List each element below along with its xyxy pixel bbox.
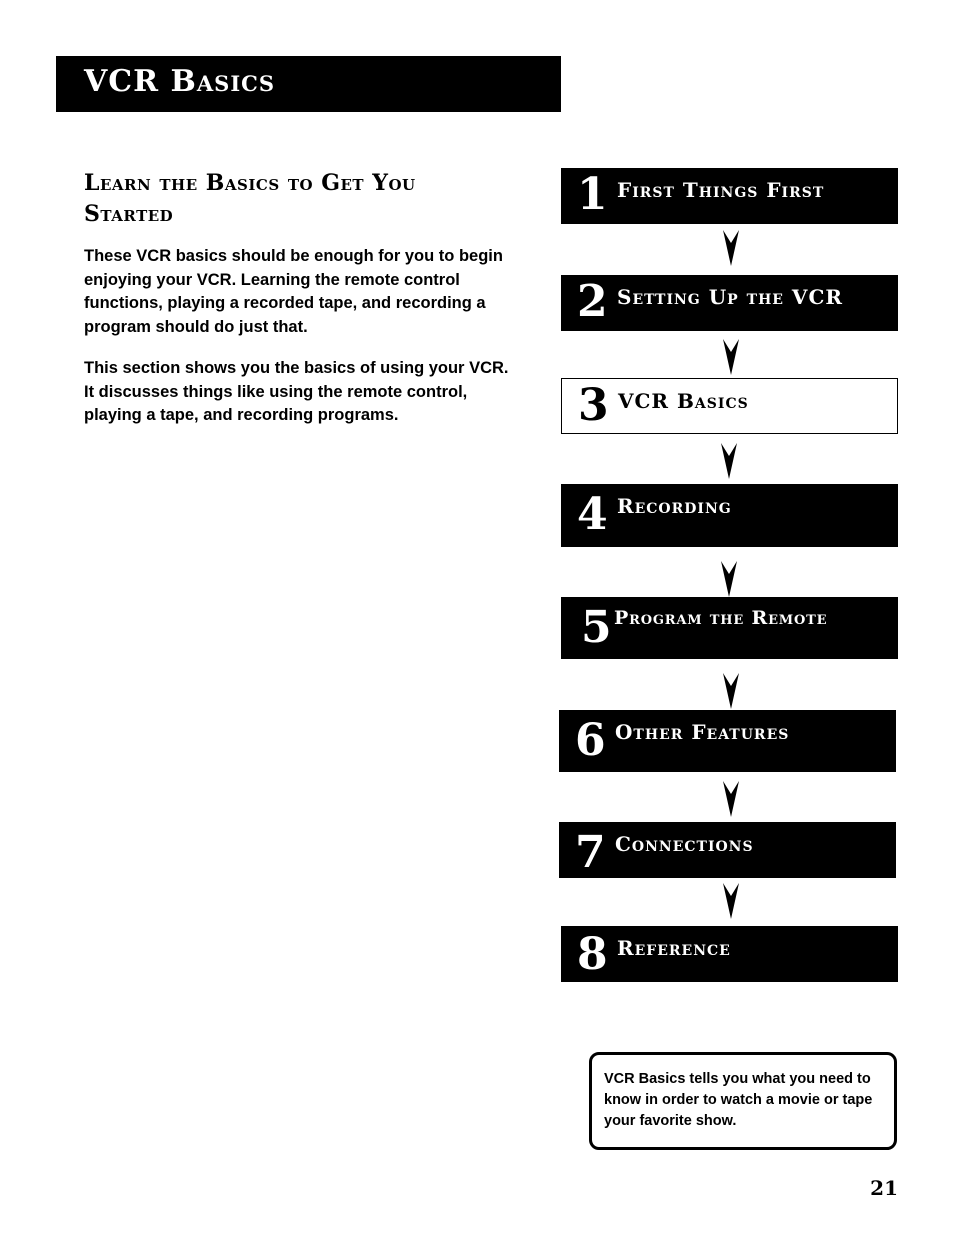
arrow-down-icon xyxy=(722,672,740,710)
step-label: Setting Up the VCR xyxy=(617,285,843,309)
step-number: 6 xyxy=(575,715,606,766)
step-label: VCR Basics xyxy=(618,389,749,413)
page-number: 21 xyxy=(870,1176,898,1200)
arrow-down-icon xyxy=(722,882,740,920)
chapter-step-8 xyxy=(561,926,898,982)
chapter-step-3-current xyxy=(561,378,898,434)
intro-paragraph-1: These VCR basics should be enough for you to begin enjoying your VCR. Learning the remote control functions, playing a recorded tape, and recording a program should do just that. xyxy=(84,247,503,336)
section-heading: Learn the Basics to Get You Started xyxy=(84,170,416,227)
step-label: Program the Remote xyxy=(614,607,828,629)
chapter-step-5 xyxy=(561,597,898,659)
step-label: Connections xyxy=(615,832,754,856)
step-number: 4 xyxy=(577,489,608,540)
arrow-down-icon xyxy=(722,780,740,818)
step-number: 8 xyxy=(577,929,608,980)
step-label: Recording xyxy=(617,494,732,518)
step-number: 3 xyxy=(578,380,609,431)
chapter-step-7 xyxy=(559,822,896,878)
header-bar xyxy=(56,56,561,112)
note-box xyxy=(589,1052,897,1150)
chapter-step-2 xyxy=(561,275,898,331)
step-number: 5 xyxy=(581,602,612,653)
step-label: First Things First xyxy=(617,178,825,202)
chapter-step-4 xyxy=(561,484,898,547)
step-label: Other Features xyxy=(615,720,790,744)
step-number: 7 xyxy=(575,827,606,878)
arrow-down-icon xyxy=(722,338,740,376)
arrow-down-icon xyxy=(720,442,738,480)
note-text: VCR Basics tells you what you need to know in order to watch a movie or tape your favorite show. xyxy=(604,1071,873,1129)
step-number: 2 xyxy=(577,276,608,327)
step-label: Reference xyxy=(617,936,731,960)
arrow-down-icon xyxy=(722,229,740,267)
arrow-down-icon xyxy=(720,560,738,598)
intro-paragraph-2: This section shows you the basics of using your VCR. It discusses things like using the remote control, playing a tape, and recording programs. xyxy=(84,359,509,424)
chapter-step-1 xyxy=(561,168,898,224)
step-number: 1 xyxy=(577,169,608,220)
page-title: VCR Basics xyxy=(84,64,276,99)
chapter-step-6 xyxy=(559,710,896,772)
